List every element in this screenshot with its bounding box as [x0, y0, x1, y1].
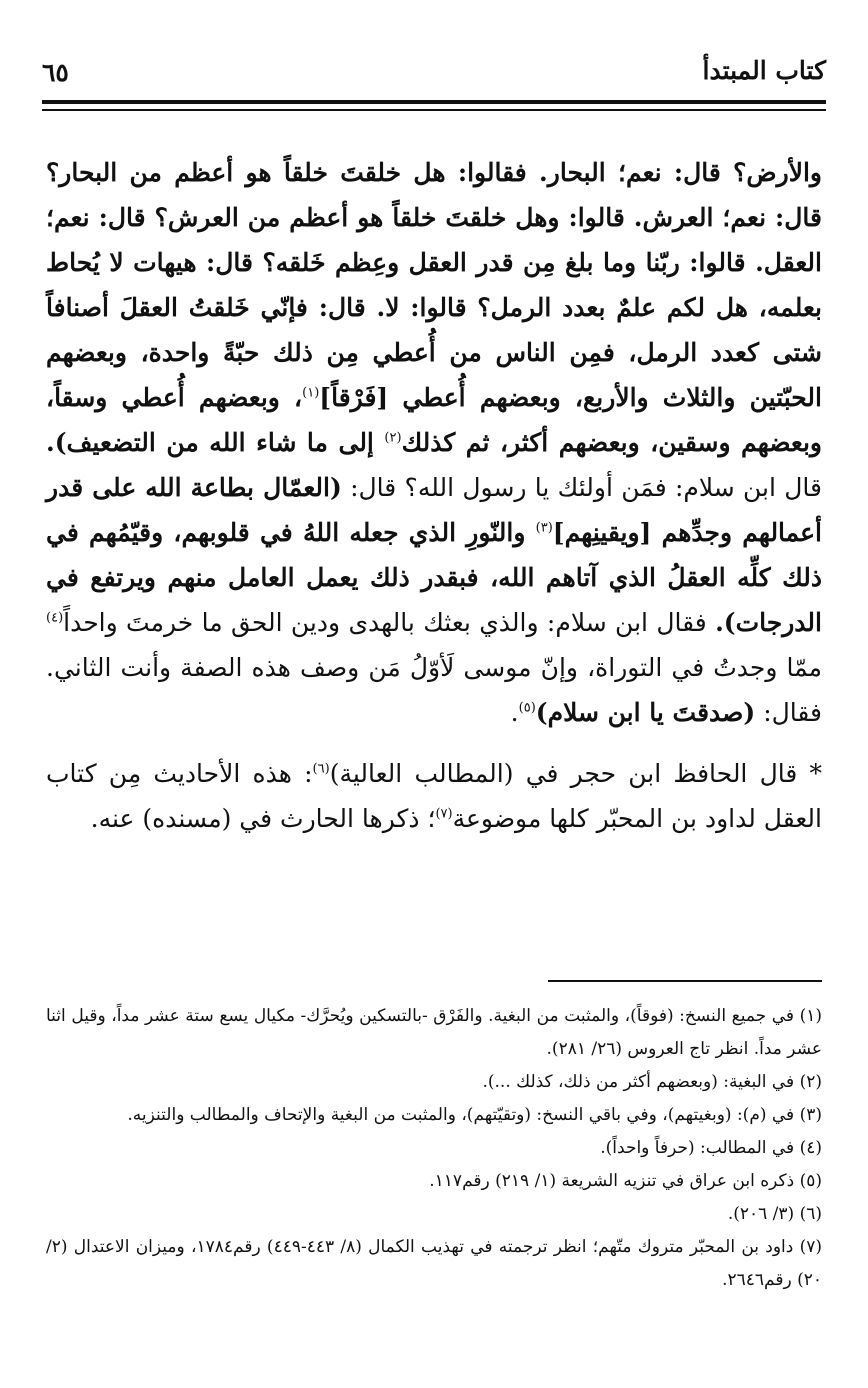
footnote-item: (٤) في المطالب: (حرفاً واحداً).	[600, 1138, 822, 1158]
footnote-reference: (٥)	[518, 700, 536, 716]
footnotes	[46, 1000, 822, 1297]
text-run-bold: (العمّال بطاعة الله على قدر أعمالهم وجدِّهم [ويقينِهم]	[46, 473, 822, 547]
footnote-reference: (٦)	[312, 761, 330, 777]
text-run-bold: (صدقتَ يا ابن سلام)	[535, 698, 756, 727]
text-run-bold: ، وبعضهم أُعطي وسقاً، وبعضهم وسقين، وبعضهم أكثر، ثم كذلك	[46, 383, 822, 457]
paragraph-commentary	[46, 751, 822, 841]
header-rule-thin	[42, 109, 826, 111]
footnote-reference: (٤)	[46, 610, 64, 626]
page-header	[42, 52, 826, 92]
text-run: .	[510, 698, 519, 727]
book-title: كتاب المبتدأ	[702, 56, 826, 85]
footnote-item: (٥) ذكره ابن عراق في تنزيه الشريعة (١/ ٢١٩) رقم١١٧.	[429, 1171, 822, 1191]
footnote-item: (٧) داود بن المحبّر متروك متّهم؛ انظر ترجمته في تهذيب الكمال (٨/ ٤٤٣-٤٤٩) رقم١٧٨٤، وميزان الاعتدال (٢/ ٢٠) رقم٢٦٤٦.	[46, 1237, 822, 1290]
paragraph-hadith	[46, 150, 822, 735]
text-run: قال ابن سلام: فمَن أولئك يا رسول الله؟ قال:	[341, 473, 823, 502]
main-text	[46, 150, 822, 841]
footnote-item: (١) في جميع النسخ: (فوقاً)، والمثبت من البغية. والفَرْق -بالتسكين ويُحرَّك- مكيال يسع ستة عشر مداً، وقيل اثنا عشر مداً. انظر تاج العروس (٢٦/ ٢٨١).	[46, 1006, 822, 1059]
footnote-item: (٢) في البغية: (وبعضهم أكثر من ذلك، كذلك ...).	[482, 1072, 822, 1092]
footnote-reference: (٢)	[384, 430, 402, 446]
page-number: ٦٥	[42, 58, 69, 87]
header-rule-thick	[42, 100, 826, 104]
text-run-bold: والنّورِ الذي جعله اللهُ في قلوبهم، وقيّمُهم في ذلك كلِّه العقلُ الذي آتاهم الله، فبقدر ذلك يعمل العامل منهم ويرتفع في الدرجات).	[46, 518, 822, 637]
footnote-item: (٣) في (م): (وبغيتهم)، وفي باقي النسخ: (وتقيّتهم)، والمثبت من البغية والإتحاف والمطالب والتنزيه.	[127, 1105, 822, 1125]
footnote-separator	[548, 980, 822, 982]
text-run-bold: إلى ما شاء الله من التضعيف).	[46, 428, 385, 457]
footnote-reference: (٧)	[435, 806, 453, 822]
text-run: * قال الحافظ ابن حجر في (المطالب العالية)	[329, 759, 822, 788]
text-run: فقال ابن سلام: والذي بعثك بالهدى ودين الحق ما خرمتَ واحداً	[63, 608, 716, 637]
text-run: : هذه الأحاديث مِن كتاب العقل لداود بن المحبّر كلها موضوعة	[46, 759, 822, 833]
footnote-item: (٦) (٣/ ٢٠٦).	[727, 1204, 822, 1224]
text-run: ؛ ذكرها الحارث في (مسنده) عنه.	[90, 804, 436, 833]
footnote-reference: (١)	[302, 385, 320, 401]
footnote-reference: (٣)	[535, 520, 553, 536]
text-run-bold: والأرض؟ قال: نعم؛ البحار. فقالوا: هل خلقتَ خلقاً هو أعظم من البحار؟ قال: نعم؛ العرش. قالوا: وهل خلقتَ خلقاً هو أعظم من العرش؟ قال: نعم؛ العقل. قالوا: ربّنا وما بلغ مِن قدر العقل وعِظم خَلقه؟ قال: هيهات لا يُحاط بعلمه، هل لكم علمٌ بعدد الرمل؟ قالوا: لا. قال: فإنّي خَلقتُ العقلَ أصنافاً شتى كعدد الرمل، فمِن الناس من أُعطي مِن ذلك حبّةً واحدة، وبعضهم الحبّتين والثلاث والأربع، وبعضهم أُعطي [فَرْقاً]	[46, 158, 822, 412]
text-run: ممّا وجدتُ في التوراة، وإنّ موسى لَأوّلُ مَن وصف هذه الصفة وأنت الثاني. فقال:	[46, 653, 822, 727]
